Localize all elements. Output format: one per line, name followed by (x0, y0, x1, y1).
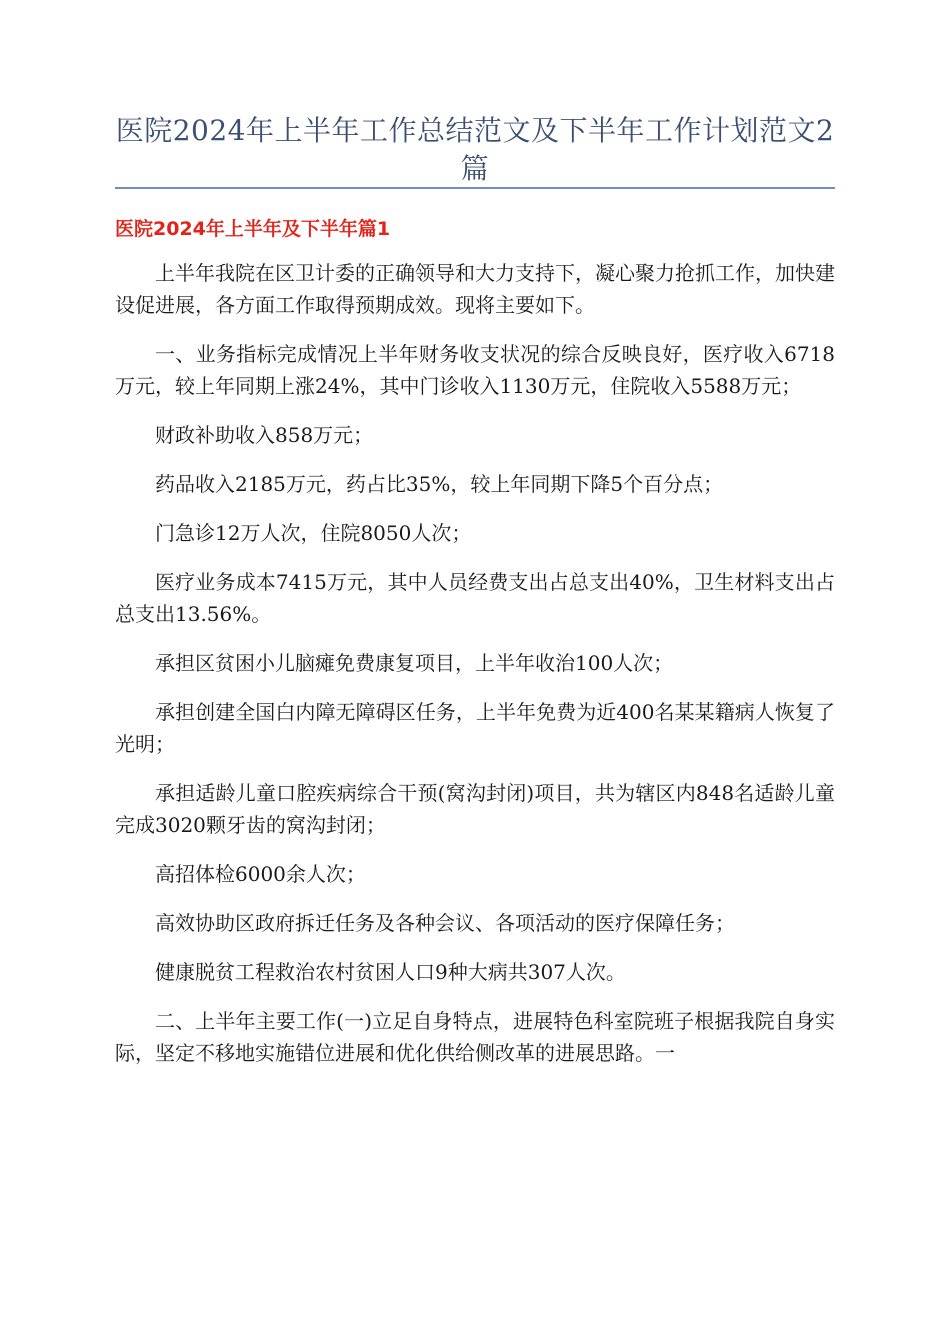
paragraph: 财政补助收入858万元； (155, 423, 374, 447)
paragraph: 上半年我院在区卫计委的正确领导和大力支持下，凝心聚力抢抓工作，加快建设促进展，各方面工作取得预期成效。现将主要如下。 (115, 261, 835, 317)
paragraph: 承担创建全国白内障无障碍区任务，上半年免费为近400名某某籍病人恢复了光明； (115, 700, 835, 756)
paragraph: 高效协助区政府拆迁任务及各种会议、各项活动的医疗保障任务； (155, 911, 735, 935)
document-title: 医院2024年上半年工作总结范文及下半年工作计划范文2篇 (115, 114, 835, 185)
document-body (115, 240, 835, 1069)
paragraph: 药品收入2185万元，药占比35%，较上年同期下降5个百分点； (155, 472, 724, 496)
section-heading: 医院2024年上半年及下半年篇1 (115, 218, 391, 240)
paragraph: 高招体检6000余人次； (155, 862, 366, 886)
title-divider (115, 187, 835, 189)
paragraph: 二、上半年主要工作(一)立足自身特点，进展特色科室院班子根据我院自身实际，坚定不移地实施错位进展和优化供给侧改革的进展思路。一 (115, 1009, 835, 1065)
paragraph: 健康脱贫工程救治农村贫困人口9种大病共307人次。 (155, 960, 626, 984)
paragraph: 门急诊12万人次，住院8050人次； (155, 521, 472, 545)
paragraph: 承担区贫困小儿脑瘫免费康复项目，上半年收治100人次； (155, 651, 674, 675)
paragraph: 医疗业务成本7415万元，其中人员经费支出占总支出40%，卫生材料支出占总支出13.56%。 (115, 570, 835, 626)
paragraph: 一、业务指标完成情况上半年财务收支状况的综合反映良好，医疗收入6718万元，较上年同期上涨24%，其中门诊收入1130万元，住院收入5588万元； (115, 342, 835, 398)
paragraph: 承担适龄儿童口腔疾病综合干预(窝沟封闭)项目，共为辖区内848名适龄儿童完成3020颗牙齿的窝沟封闭； (115, 781, 835, 837)
